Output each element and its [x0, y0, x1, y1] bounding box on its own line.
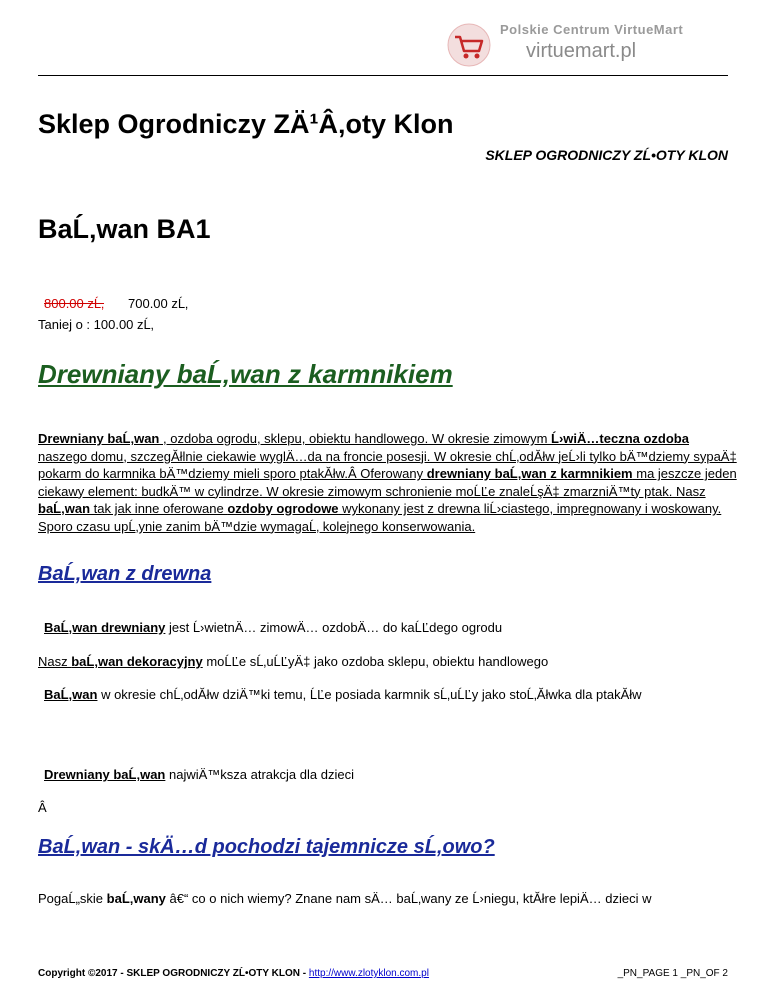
keyword: Drewniany baĹ‚wan: [44, 767, 166, 782]
keyword: Ĺ›wiÄ…teczna ozdoba: [551, 431, 689, 446]
text-run: wykonany jest z drewna liĹ›ciastego, impregnowany i woskowany. Sporo czasu upĹ‚ynie zanim bÄ™dzie wymagaĹ‚ kolejnego konserwowania.: [38, 501, 722, 534]
keyword: baĹ‚wany: [106, 891, 166, 906]
feature-line: [44, 767, 354, 782]
old-price: 800.00 zĹ‚: [44, 296, 104, 311]
feature-line: [38, 654, 548, 669]
text-run: najwiÄ™ksza atrakcja dla dzieci: [165, 767, 354, 782]
text-run: w okresie chĹ‚odĂłw dziÄ™ki temu, ĹĽe posiada karmnik sĹ‚uĹĽy jako stoĹ‚Ăłwka dla ptakĂłw: [97, 687, 642, 702]
new-price: 700.00 zĹ‚: [128, 296, 188, 311]
footer-link[interactable]: http://www.zlotyklon.com.pl: [308, 968, 429, 979]
text-run: ma jeszcze jeden ciekawy element: budkÄ™ w cylindrze. W okresie zimowym schronienie moĹĽe znaleĹşÄ‡ zmarzniÄ™ty ptak. Nasz: [38, 466, 737, 499]
text-run: naszego domu, szczegĂłlnie ciekawie wyglÄ…da na froncie posesji. W okresie chĹ‚odĂłw jeĹ›li tylko bÄ™dziemy sypaÄ‡ pokarm do karmnika bÄ™dziemy mieli sporo ptakĂłw.Â Oferowany: [38, 448, 737, 481]
stray-character: Â: [38, 800, 47, 815]
text-run: Nasz: [38, 654, 72, 669]
keyword: BaĹ‚wan: [44, 687, 98, 702]
text-run: PogaĹ„skie: [38, 891, 107, 906]
product-title: BaĹ‚wan BA1: [38, 214, 211, 244]
shopping-cart-icon: [446, 22, 492, 68]
page-counter: _PN_PAGE 1 _PN_OF 2: [617, 968, 728, 979]
header-divider: [38, 75, 728, 76]
keyword: ozdoby ogrodowe: [227, 501, 339, 516]
keyword: baĹ‚wan dekoracyjny: [71, 654, 203, 669]
virtuemart-logo: [446, 14, 726, 70]
feature-line: [44, 687, 642, 702]
text-run: jest Ĺ›wietnÄ… zimowÄ… ozdobÄ… do kaĹĽdego ogrodu: [165, 620, 503, 635]
footer-copyright: [38, 968, 429, 979]
keyword: drewniany baĹ‚wan z karmnikiem: [426, 466, 633, 481]
section-heading-pochodzenie: BaĹ‚wan - skÄ…d pochodzi tajemnicze sĹ‚owo?: [38, 836, 495, 858]
feature-line: [44, 620, 502, 635]
discount-text: Taniej o : 100.00 zĹ‚: [38, 317, 154, 332]
text-run: tak jak inne oferowane: [90, 501, 228, 516]
keyword: BaĹ‚wan drewniany: [44, 620, 166, 635]
keyword: Drewniany baĹ‚wan: [38, 431, 160, 446]
section-heading-drewno: BaĹ‚wan z drewna: [38, 563, 212, 585]
site-subtitle: SKLEP OGRODNICZY ZĹ•OTY KLON: [485, 147, 728, 163]
text-run: moĹĽe sĹ‚uĹĽyÄ‡ jako ozdoba sklepu, obiektu handlowego: [202, 654, 549, 669]
text-run: â€“ co o nich wiemy? Znane nam sÄ… baĹ‚wany ze Ĺ›niegu, ktĂłre lepiÄ… dzieci w: [165, 891, 652, 906]
site-title: Sklep Ogrodniczy ZÄ¹Â‚oty Klon: [38, 109, 454, 139]
section-heading-karmnik: Drewniany baĹ‚wan z karmnikiem: [38, 359, 453, 389]
description-paragraph: [38, 430, 738, 535]
logo-domain: virtuemart.pl: [526, 40, 637, 62]
logo-title: Polskie Centrum VirtueMart: [500, 22, 684, 37]
origin-line: [38, 891, 651, 906]
copyright-text: Copyright ©2017 - SKLEP OGRODNICZY ZĹ•OTY KLON -: [38, 968, 307, 979]
keyword: baĹ‚wan: [38, 501, 91, 516]
text-run: , ozdoba ogrodu, sklepu, obiektu handlowego. W okresie zimowym: [159, 431, 552, 446]
